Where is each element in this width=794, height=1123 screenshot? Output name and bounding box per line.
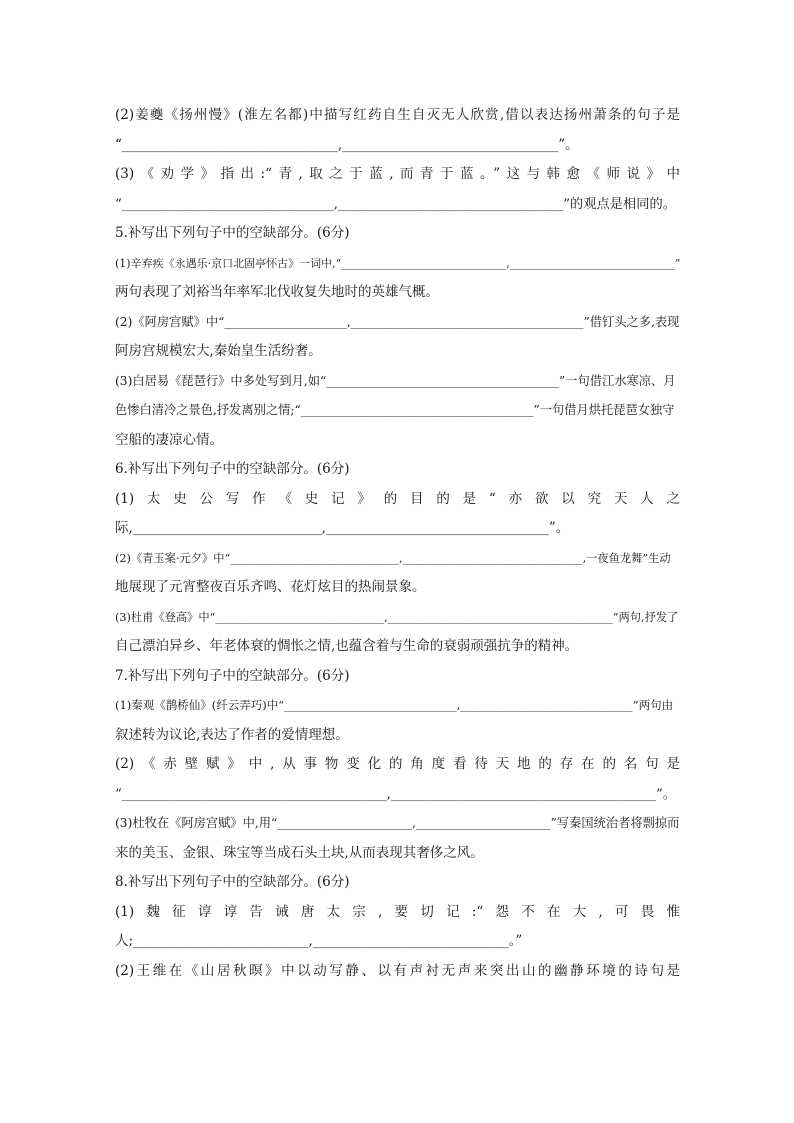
question-heading: 6.补写出下列句子中的空缺部分。(6分) xyxy=(115,461,350,477)
question-line: “________________________________________,________________________________________”。 xyxy=(115,786,677,802)
question-line: (1)秦观《鹊桥仙》(纤云弄巧)中“______________________________,______________________________”两句由 xyxy=(115,698,674,712)
question-line: (3)杜牧在《阿房宫赋》中,用“______________________,______________________”写秦国统治者将剽掠而 xyxy=(115,816,680,830)
question-line: 空船的凄凉心情。 xyxy=(115,431,223,448)
question-line: 人;__________________________,_____________________________。” xyxy=(115,933,523,949)
question-line: (2)姜夔《扬州慢》(淮左名都)中描写红药自生自灭无人欣赏,借以表达扬州萧条的句子是 xyxy=(115,107,680,123)
question-heading: 8.补写出下列句子中的空缺部分。(6分) xyxy=(115,874,350,890)
question-line: 色惨白清冷之景色,抒发离别之情;“______________________________________”一句借月烘托琵琶女独守 xyxy=(115,403,675,417)
question-line: (1)魏征谆谆告诫唐太宗,要切记:“怨不在大,可畏惟 xyxy=(115,903,680,920)
question-line: 来的美玉、金银、珠宝等当成石头土块,从而表现其奢侈之风。 xyxy=(115,844,484,861)
question-heading: 7.补写出下列句子中的空缺部分。(6分) xyxy=(115,667,350,684)
question-line: (2)《青玉案·元夕》中“______________________________,________________________________,一夜鱼龙舞”生动 xyxy=(115,551,671,565)
question-line: 地展现了元宵整夜百乐齐鸣、花灯炫目的热闹景象。 xyxy=(115,579,426,595)
question-line: (3)白居易《琵琶行》中多处写到月,如“______________________________________”一句借江水寒凉、月 xyxy=(115,373,676,388)
question-heading: 5.补写出下列句子中的空缺部分。(6分) xyxy=(115,225,350,241)
question-line: “________________________________,__________________________________”的观点是相同的。 xyxy=(115,196,677,212)
question-line: 叙述转为议论,表达了作者的爱情理想。 xyxy=(115,726,349,743)
question-line: (1)太史公写作《史记》的目的是“亦欲以究天人之 xyxy=(115,490,680,507)
question-line: (3)《劝学》指出:“青,取之于蓝,而青于蓝。”这与韩愈《师说》中 xyxy=(115,166,680,182)
question-line: (1)辛弃疾《永遇乐·京口北固亭怀古》一词中,“______________________________,______________________________” xyxy=(115,256,681,270)
question-line: (2)《阿房宫赋》中“____________________,______________________________________”借钉头之多,表现 xyxy=(115,314,680,329)
question-line: (2)《赤壁赋》中,从事物变化的角度看待天地的存在的名句是 xyxy=(115,756,680,772)
question-line: (2)王维在《山居秋暝》中以动写静、以有声衬无声来突出山的幽静环境的诗句是 xyxy=(115,962,680,979)
question-line: (3)杜甫《登高》中“______________________________,________________________________________”两句,抒发了 xyxy=(115,610,679,624)
question-line: “________________________________,________________________________”。 xyxy=(115,136,579,153)
worksheet-content xyxy=(115,101,680,986)
question-line: 阿房宫规模宏大,秦始皇生活纷奢。 xyxy=(115,343,322,359)
question-line: 两句表现了刘裕当年率军北伐收复失地时的英雄气概。 xyxy=(115,284,439,300)
question-line: 际,____________________________,_________________________________”。 xyxy=(115,520,570,536)
question-line: 自己漂泊异乡、年老体衰的惆怅之情,也蕴含着与生命的衰弱顽强抗争的精神。 xyxy=(115,638,579,654)
